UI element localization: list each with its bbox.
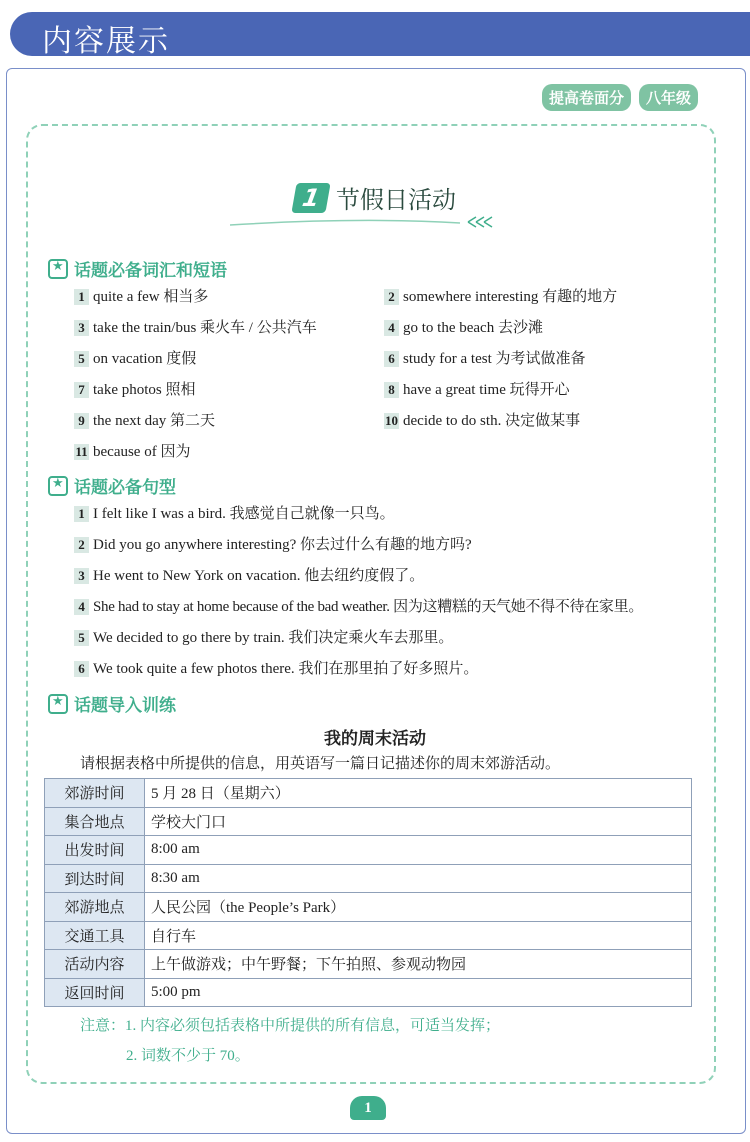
tag-score: 提高卷面分 (542, 84, 631, 111)
section-vocab-heading (48, 256, 227, 281)
vocab-item: 4 go to the beach 去沙滩 (384, 316, 543, 337)
vocab-item: 7 take photos 照相 (74, 378, 196, 399)
section-training-heading (48, 691, 176, 716)
table-row: 郊游时间 5 月 28 日（星期六） (45, 779, 692, 808)
sentence-item: 1 I felt like I was a bird. 我感觉自己就像一只鸟。 (74, 502, 395, 523)
tag-grade: 八年级 (639, 84, 698, 111)
table-row: 到达时间 8:30 am (45, 864, 692, 893)
unit-number: 1 (291, 183, 330, 213)
vocab-item: 5 on vacation 度假 (74, 347, 196, 368)
task-description: 请根据表格中所提供的信息，用英语写一篇日记描述你的周末郊游活动。 (80, 756, 561, 772)
table-row: 郊游地点 人民公园（the People’s Park） (45, 893, 692, 922)
section-title: 话题必备词汇和短语 (74, 261, 227, 281)
header-banner (0, 0, 750, 58)
unit-heading (0, 180, 750, 215)
sentence-item: 2 Did you go anywhere interesting? 你去过什么有趣的地方吗? (74, 533, 472, 554)
vocab-item: 6 study for a test 为考试做准备 (384, 347, 585, 368)
vocab-item: 8 have a great time 玩得开心 (384, 378, 570, 399)
star-badge-icon (48, 694, 68, 714)
sentence-item: 5 We decided to go there by train. 我们决定乘火车去那里。 (74, 626, 453, 647)
table-row: 集合地点 学校大门口 (45, 807, 692, 836)
vocab-item: 9 the next day 第二天 (74, 409, 215, 430)
table-row: 出发时间 8:00 am (45, 836, 692, 865)
vocab-item: 2 somewhere interesting 有趣的地方 (384, 285, 617, 306)
table-row: 交通工具 自行车 (45, 921, 692, 950)
table-row: 返回时间 5:00 pm (45, 978, 692, 1007)
star-badge-icon (48, 476, 68, 496)
table-row: 活动内容 上午做游戏；中午野餐；下午拍照、参观动物园 (45, 950, 692, 979)
section-title: 话题导入训练 (74, 696, 176, 716)
vocab-item: 1 quite a few 相当多 (74, 285, 208, 306)
page-number: 1 (350, 1096, 386, 1120)
sentence-item: 4 She had to stay at home because of the bad weather. 因为这糟糕的天气她不得不待在家里。 (74, 595, 643, 616)
banner-title: 内容展示 (42, 24, 170, 59)
sentence-item: 3 He went to New York on vacation. 他去纽约度假了。 (74, 564, 424, 585)
task-title: 我的周末活动 (324, 729, 426, 749)
sentence-item: 6 We took quite a few photos there. 我们在那里拍了好多照片。 (74, 657, 478, 678)
vocab-item: 3 take the train/bus 乘火车 / 公共汽车 (74, 316, 317, 337)
note-line-2: 2. 词数不少于 70。 (126, 1048, 250, 1064)
tag-row (542, 84, 698, 111)
leaf-underline-icon (230, 215, 500, 229)
star-badge-icon (48, 259, 68, 279)
vocab-item: 10 decide to do sth. 决定做某事 (385, 413, 581, 429)
note-line-1: 注意：1. 内容必须包括表格中所提供的所有信息，可适当发挥； (80, 1018, 501, 1034)
unit-title: 节假日活动 (336, 186, 456, 214)
section-title: 话题必备句型 (74, 478, 176, 498)
banner-bar (10, 12, 750, 59)
section-sentences-heading (48, 473, 176, 498)
info-table (44, 778, 692, 1007)
vocab-item: 11 because of 因为 (75, 444, 191, 460)
